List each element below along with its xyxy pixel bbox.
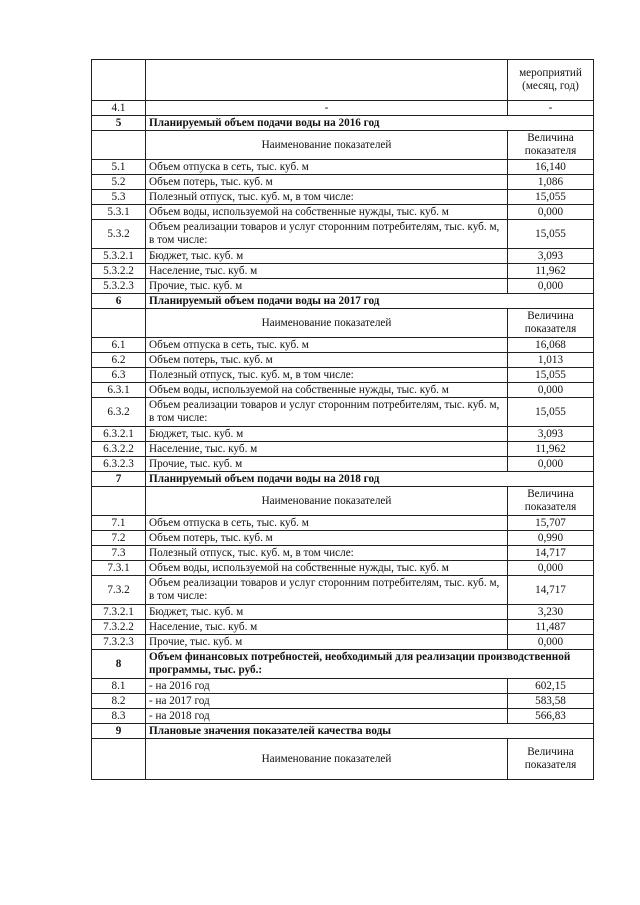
row-name: Население, тыс. куб. м — [146, 442, 508, 457]
row-value: 15,055 — [508, 398, 594, 427]
header-row — [92, 739, 594, 780]
section-number: 8 — [92, 650, 146, 679]
row-value: 15,707 — [508, 516, 594, 531]
section-title: Объем финансовых потребностей, необходимый для реализации производственной программы, тыс. руб.: — [146, 650, 594, 679]
row-name: Прочие, тыс. куб. м — [146, 457, 508, 472]
row-number: 5.3.2.2 — [92, 264, 146, 279]
row-value: 566,83 — [508, 709, 594, 724]
table-row — [92, 190, 594, 205]
section-number: 7 — [92, 472, 146, 487]
program-table — [91, 59, 594, 780]
section-title-row — [92, 294, 594, 309]
table-row — [92, 383, 594, 398]
row-name: Бюджет, тыс. куб. м — [146, 605, 508, 620]
value-cell: мероприятий (месяц, год) — [508, 60, 594, 101]
row-number: 8.1 — [92, 679, 146, 694]
row-number: 5.2 — [92, 175, 146, 190]
row-number: 5.3.2.1 — [92, 249, 146, 264]
row-value: 15,055 — [508, 368, 594, 383]
row-number: 6.3 — [92, 368, 146, 383]
table-row — [92, 175, 594, 190]
row-name: Полезный отпуск, тыс. куб. м, в том числе: — [146, 190, 508, 205]
row-name: Полезный отпуск, тыс. куб. м, в том числе: — [146, 368, 508, 383]
table-row — [92, 442, 594, 457]
row-name: Объем отпуска в сеть, тыс. куб. м — [146, 160, 508, 175]
header-name: Наименование показателей — [146, 131, 508, 160]
row-name: Бюджет, тыс. куб. м — [146, 427, 508, 442]
row-name: Объем отпуска в сеть, тыс. куб. м — [146, 338, 508, 353]
program-table-body — [92, 60, 594, 780]
num-cell — [92, 739, 146, 780]
row-name: Прочие, тыс. куб. м — [146, 635, 508, 650]
row-name: Объем воды, используемой на собственные нужды, тыс. куб. м — [146, 205, 508, 220]
num-cell — [92, 487, 146, 516]
header-value: Величина показателя — [508, 309, 594, 338]
row-number: 7.3.1 — [92, 561, 146, 576]
section-title-row — [92, 116, 594, 131]
table-row — [92, 279, 594, 294]
row-value: 0,000 — [508, 279, 594, 294]
header-name: Наименование показателей — [146, 487, 508, 516]
row-name: Объем реализации товаров и услуг сторонним потребителям, тыс. куб. м, в том числе: — [146, 220, 508, 249]
row-number: 7.3.2 — [92, 576, 146, 605]
section-title-row — [92, 724, 594, 739]
section-number: 9 — [92, 724, 146, 739]
row-name: - на 2017 год — [146, 694, 508, 709]
header-value: Величина показателя — [508, 131, 594, 160]
row-value: 3,230 — [508, 605, 594, 620]
row-value: 0,000 — [508, 561, 594, 576]
section-title: Планируемый объем подачи воды на 2018 год — [146, 472, 594, 487]
table-row — [92, 694, 594, 709]
row-value: 11,962 — [508, 442, 594, 457]
row-number: 7.2 — [92, 531, 146, 546]
table-row — [92, 427, 594, 442]
table-row — [92, 457, 594, 472]
row-value: 15,055 — [508, 190, 594, 205]
row-value: 3,093 — [508, 249, 594, 264]
table-row — [92, 220, 594, 249]
table-row — [92, 368, 594, 383]
table-row — [92, 531, 594, 546]
row-number: 6.3.2.3 — [92, 457, 146, 472]
row-value: 1,086 — [508, 175, 594, 190]
row-value: 16,068 — [508, 338, 594, 353]
row-value: 15,055 — [508, 220, 594, 249]
row-number: 5.3.2.3 — [92, 279, 146, 294]
table-row — [92, 160, 594, 175]
row-value: 0,000 — [508, 635, 594, 650]
header-name: Наименование показателей — [146, 739, 508, 780]
table-row — [92, 561, 594, 576]
row-value: 602,15 — [508, 679, 594, 694]
header-value: Величина показателя — [508, 487, 594, 516]
table-row — [92, 620, 594, 635]
row-number: 7.3.2.1 — [92, 605, 146, 620]
row-number: 5.3.2 — [92, 220, 146, 249]
row-value: 0,000 — [508, 457, 594, 472]
name-cell: - — [146, 101, 508, 116]
table-row — [92, 679, 594, 694]
table-row — [92, 398, 594, 427]
table-row — [92, 605, 594, 620]
row-name: Объем реализации товаров и услуг сторонним потребителям, тыс. куб. м, в том числе: — [146, 398, 508, 427]
row-number: 5.1 — [92, 160, 146, 175]
row-number: 6.3.2 — [92, 398, 146, 427]
row-name: Объем воды, используемой на собственные нужды, тыс. куб. м — [146, 561, 508, 576]
section-title-row — [92, 472, 594, 487]
table-row — [92, 101, 594, 116]
table-row — [92, 546, 594, 561]
row-name: Объем реализации товаров и услуг сторонним потребителям, тыс. куб. м, в том числе: — [146, 576, 508, 605]
row-number: 7.3 — [92, 546, 146, 561]
section-title: Планируемый объем подачи воды на 2016 год — [146, 116, 594, 131]
row-number: 7.3.2.2 — [92, 620, 146, 635]
row-name: Объем потерь, тыс. куб. м — [146, 531, 508, 546]
section-title-row — [92, 650, 594, 679]
section-title: Планируемый объем подачи воды на 2017 год — [146, 294, 594, 309]
row-value: 0,990 — [508, 531, 594, 546]
table-row — [92, 264, 594, 279]
num-cell: 4.1 — [92, 101, 146, 116]
header-row — [92, 131, 594, 160]
header-name: Наименование показателей — [146, 309, 508, 338]
section-title: Плановые значения показателей качества воды — [146, 724, 594, 739]
row-name: - на 2018 год — [146, 709, 508, 724]
row-value: 11,962 — [508, 264, 594, 279]
row-name: - на 2016 год — [146, 679, 508, 694]
num-cell — [92, 309, 146, 338]
row-number: 5.3.1 — [92, 205, 146, 220]
row-name: Объем потерь, тыс. куб. м — [146, 175, 508, 190]
row-value: 0,000 — [508, 383, 594, 398]
num-cell — [92, 60, 146, 101]
name-cell — [146, 60, 508, 101]
row-name: Полезный отпуск, тыс. куб. м, в том числе: — [146, 546, 508, 561]
row-name: Население, тыс. куб. м — [146, 620, 508, 635]
row-name: Объем воды, используемой на собственные нужды, тыс. куб. м — [146, 383, 508, 398]
header-row — [92, 309, 594, 338]
row-number: 6.2 — [92, 353, 146, 368]
row-number: 7.1 — [92, 516, 146, 531]
table-row — [92, 249, 594, 264]
table-row — [92, 516, 594, 531]
row-value: 0,000 — [508, 205, 594, 220]
row-name: Объем потерь, тыс. куб. м — [146, 353, 508, 368]
num-cell — [92, 131, 146, 160]
row-number: 8.2 — [92, 694, 146, 709]
table-row — [92, 576, 594, 605]
row-value: 11,487 — [508, 620, 594, 635]
table-row-top — [92, 60, 594, 101]
row-number: 7.3.2.3 — [92, 635, 146, 650]
row-value: 14,717 — [508, 576, 594, 605]
row-value: 3,093 — [508, 427, 594, 442]
row-value: 14,717 — [508, 546, 594, 561]
row-number: 6.3.2.2 — [92, 442, 146, 457]
table-row — [92, 353, 594, 368]
header-row — [92, 487, 594, 516]
section-number: 5 — [92, 116, 146, 131]
table-row — [92, 338, 594, 353]
row-number: 8.3 — [92, 709, 146, 724]
table-row — [92, 205, 594, 220]
row-name: Население, тыс. куб. м — [146, 264, 508, 279]
table-row — [92, 709, 594, 724]
row-number: 6.3.1 — [92, 383, 146, 398]
header-value: Величина показателя — [508, 739, 594, 780]
table-row — [92, 635, 594, 650]
row-number: 6.3.2.1 — [92, 427, 146, 442]
row-name: Прочие, тыс. куб. м — [146, 279, 508, 294]
row-name: Бюджет, тыс. куб. м — [146, 249, 508, 264]
value-cell: - — [508, 101, 594, 116]
row-number: 6.1 — [92, 338, 146, 353]
row-value: 583,58 — [508, 694, 594, 709]
row-value: 1,013 — [508, 353, 594, 368]
section-number: 6 — [92, 294, 146, 309]
row-number: 5.3 — [92, 190, 146, 205]
row-value: 16,140 — [508, 160, 594, 175]
row-name: Объем отпуска в сеть, тыс. куб. м — [146, 516, 508, 531]
